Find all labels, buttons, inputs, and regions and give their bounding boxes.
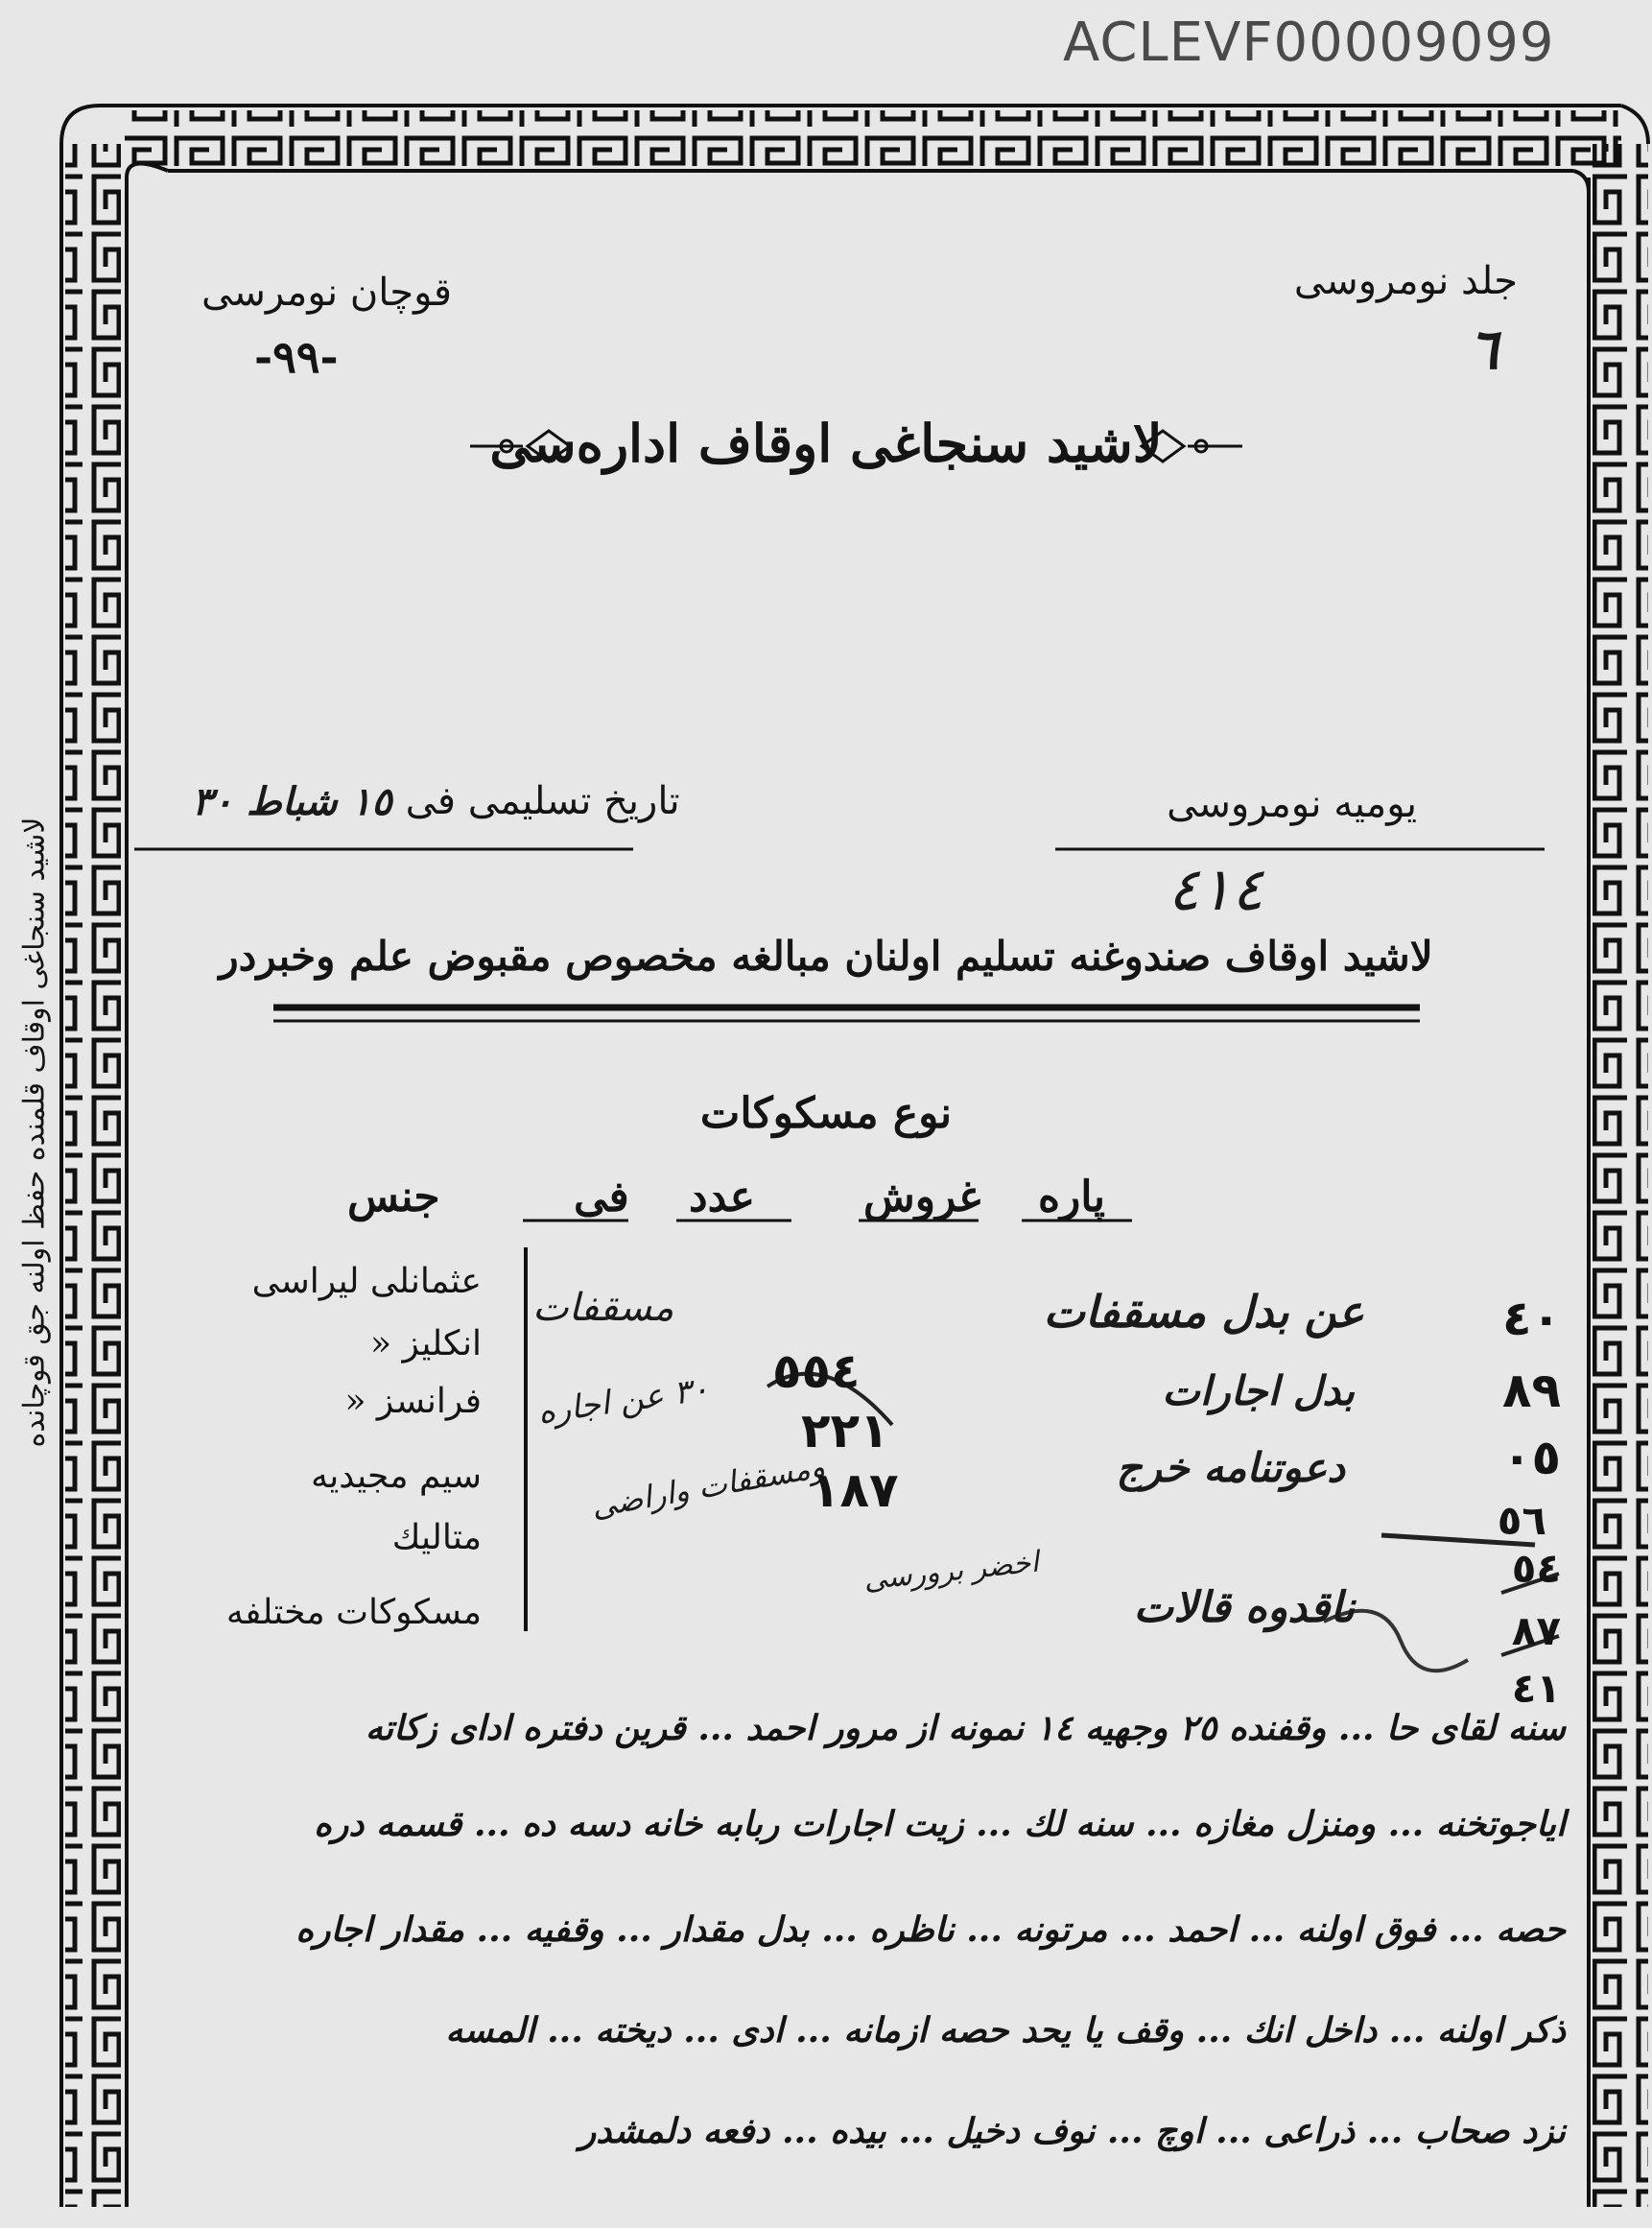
note-line-2: اياجوتخنه ... ومنزل مغازه ... سنه لك ... زيت اجارات ربابه خانه دسه ده ... قسمه دره [314, 1804, 1566, 1844]
coin-row-ottoman-lira: عثمانلى ليراسى [251, 1262, 482, 1301]
total-label: ناقدوه قالات [1133, 1583, 1355, 1632]
department-title: لاشيد سنجاغى اوقاف ادارەسى [489, 413, 1163, 474]
column-para: پاره [1038, 1173, 1105, 1221]
note-line-1: سنه لقاى حا ... وقفنده ٢٥ وجهيه ١٤ نمونه از مرور احمد ... قرين دفتره اداى زكاته [365, 1708, 1566, 1748]
total-1: ٥٦ [1497, 1497, 1546, 1544]
entry-3-text: دعوتنامه خرج [1116, 1444, 1345, 1491]
total-2: ٥٤ [1511, 1545, 1561, 1592]
column-quantity: فى [574, 1173, 629, 1221]
archive-id-stamp: ACLEVF00009099 [1063, 12, 1555, 74]
delivery-date-value: ١٥ شباط ٣٠ [192, 779, 392, 824]
volume-label: جلد نومروسى [1293, 259, 1518, 303]
delivery-date-label-text: تاريخ تسليمى فى [405, 779, 680, 823]
coin-row-french: فرانسز « [344, 1382, 482, 1421]
entry-1-text: عن بدل مسقفات [1043, 1286, 1364, 1338]
coin-row-metallic: متاليك [391, 1518, 482, 1557]
column-count: عدد [689, 1173, 755, 1221]
amount-3: ١٨٧ [811, 1462, 899, 1518]
delivery-date-label [192, 779, 680, 824]
note-line-4: ذكر اولنه ... داخل انك ... وقف يا يحد حصه ازمانه ... ادى ... ديخته ... المسه [445, 2010, 1566, 2050]
receipt-title: لاشيد اوقاف صندوغنه تسليم اولنان مبالغه مخصوص مقبوض علم وخبردر [219, 933, 1433, 980]
total-4: ٤١ [1511, 1665, 1561, 1712]
column-kind: جنس [347, 1173, 440, 1221]
entry-2-text: بدل اجارات [1162, 1367, 1355, 1414]
amount-2: ٢٢١ [801, 1403, 889, 1458]
daily-number-label: يوميه نومروسى [1167, 782, 1417, 826]
coin-row-silver-mecidiye: سيم مجيديه [310, 1457, 482, 1496]
coin-row-various: مسكوكات مختلفه [225, 1593, 482, 1632]
roll-label: قوچان نومرسى [201, 271, 452, 315]
handwritten-col3: ومسقفات واراضى [588, 1447, 828, 1526]
handwritten-col1: مسقفات [532, 1286, 674, 1330]
coin-row-english: انكليز « [369, 1324, 482, 1363]
daily-number: ٤١٤ [1168, 854, 1263, 924]
roll-number: -٩٩- [254, 331, 339, 383]
volume-number: ٦ [1468, 317, 1499, 382]
entry-2-number: ٨٩ [1501, 1363, 1561, 1418]
side-note-text: لاشيد سنجاغى اوقاف قلمنده حفظ اولنه جق قوچانده [17, 817, 52, 1448]
entry-1-number: ٤٠ [1501, 1291, 1561, 1346]
coin-types-title: نوع مسكوكات [699, 1089, 953, 1138]
note-line-5: نزد صحاب ... ذراعى ... اوچ ... نوف دخيل ... بيده ... دفعه دلمشدر [578, 2111, 1566, 2151]
entry-3-number: ٠٥ [1501, 1430, 1561, 1485]
column-kurus: غروش [863, 1173, 981, 1221]
total-3: ٨٧ [1511, 1607, 1561, 1654]
handwritten-col2: ٣٠ عن اجاره [535, 1369, 712, 1433]
handwritten-note-small: اخضر برورسى [861, 1545, 1041, 1598]
amount-1: ٥٥٤ [772, 1343, 861, 1399]
note-line-3: حصه ... فوق اولنه ... احمد ... مرتونه ... ناظره ... بدل مقدار ... وقفيه ... مقدار اجاره [295, 1909, 1566, 1950]
